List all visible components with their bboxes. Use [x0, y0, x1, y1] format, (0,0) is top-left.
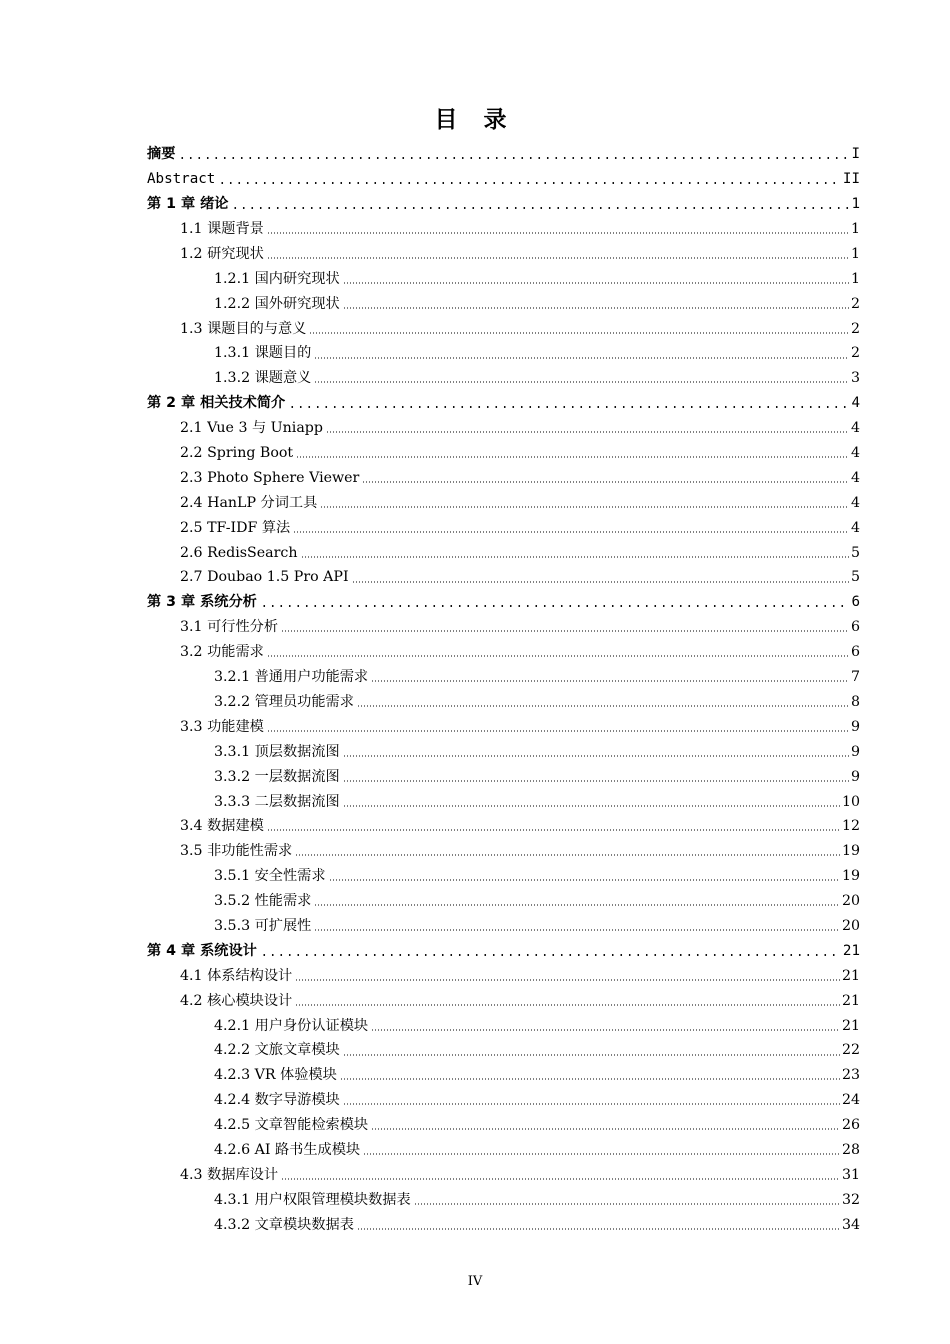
toc-leader-dots — [314, 903, 840, 907]
toc-entry[interactable] — [214, 690, 860, 715]
toc-leader-dots — [231, 206, 849, 210]
toc-entry[interactable] — [214, 764, 860, 789]
toc-entry-label: 4.2.3 VR 体验模块 — [214, 1067, 337, 1084]
toc-entry[interactable] — [214, 739, 860, 764]
toc-leader-dots — [288, 405, 849, 409]
toc-entry-label: 3.5.2 性能需求 — [214, 893, 312, 910]
toc-list — [0, 142, 950, 1237]
toc-entry[interactable] — [214, 1088, 860, 1113]
page-number: IV — [467, 1274, 483, 1289]
toc-leader-dots — [295, 978, 840, 982]
toc-entry[interactable] — [180, 640, 860, 665]
toc-leader-dots — [326, 430, 849, 434]
toc-entry[interactable] — [180, 1163, 860, 1188]
toc-entry-page: 10 — [841, 793, 860, 810]
toc-entry[interactable] — [214, 1113, 860, 1138]
toc-entry[interactable] — [180, 814, 860, 839]
toc-entry-label: 3.3.1 顶层数据流图 — [214, 743, 340, 760]
toc-entry-label: 2.6 RedisSearch — [180, 544, 298, 561]
toc-entry[interactable] — [180, 540, 860, 565]
toc-entry-label: Abstract — [147, 171, 216, 188]
toc-entry[interactable] — [180, 714, 860, 739]
toc-entry[interactable] — [214, 1212, 860, 1237]
toc-entry[interactable] — [214, 914, 860, 939]
toc-entry[interactable] — [214, 341, 860, 366]
toc-entry[interactable] — [214, 665, 860, 690]
toc-entry-page: 26 — [841, 1117, 860, 1134]
toc-entry-page: 21 — [841, 967, 860, 984]
toc-entry[interactable] — [147, 391, 860, 416]
toc-entry-label: 2.1 Vue 3 与 Uniapp — [180, 420, 323, 437]
toc-leader-dots — [267, 828, 840, 832]
toc-entry[interactable] — [180, 839, 860, 864]
toc-leader-dots — [267, 231, 849, 235]
toc-leader-dots — [343, 754, 849, 758]
toc-entry-page: 9 — [850, 768, 860, 785]
toc-leader-dots — [352, 580, 849, 584]
toc-leader-dots — [314, 928, 840, 932]
toc-leader-dots — [343, 281, 849, 285]
toc-entry-label: 3.2.1 普通用户功能需求 — [214, 669, 369, 686]
toc-entry[interactable] — [214, 889, 860, 914]
toc-entry[interactable] — [147, 590, 860, 615]
toc-entry[interactable] — [214, 1187, 860, 1212]
toc-entry-page: 12 — [841, 818, 860, 835]
toc-leader-dots — [295, 1003, 840, 1007]
toc-entry[interactable] — [214, 864, 860, 889]
toc-entry-page: 34 — [841, 1216, 860, 1233]
toc-leader-dots — [371, 679, 849, 683]
toc-leader-dots — [343, 1102, 840, 1106]
toc-entry[interactable] — [147, 192, 860, 217]
toc-entry[interactable] — [180, 242, 860, 267]
toc-leader-dots — [371, 1127, 840, 1131]
toc-entry-page: 3 — [850, 370, 860, 387]
toc-leader-dots — [178, 156, 849, 160]
toc-leader-dots — [218, 181, 841, 185]
toc-leader-dots — [296, 455, 849, 459]
toc-leader-dots — [343, 1053, 840, 1057]
toc-entry[interactable] — [180, 963, 860, 988]
toc-leader-dots — [260, 604, 850, 608]
toc-leader-dots — [362, 480, 849, 484]
toc-leader-dots — [301, 555, 849, 559]
toc-entry-page: 7 — [850, 669, 860, 686]
toc-entry-label: 2.5 TF-IDF 算法 — [180, 519, 291, 536]
toc-entry-page: 20 — [841, 893, 860, 910]
toc-entry-label: 2.3 Photo Sphere Viewer — [180, 469, 360, 486]
toc-leader-dots — [371, 1028, 840, 1032]
toc-entry-page: 9 — [850, 743, 860, 760]
toc-leader-dots — [293, 530, 849, 534]
toc-entry-page: 4 — [850, 494, 860, 511]
toc-leader-dots — [295, 853, 840, 857]
toc-leader-dots — [267, 729, 849, 733]
toc-entry[interactable] — [180, 316, 860, 341]
toc-leader-dots — [357, 704, 849, 708]
toc-entry[interactable] — [147, 142, 860, 167]
toc-entry-page: 8 — [850, 693, 860, 710]
toc-entry[interactable] — [180, 565, 860, 590]
toc-entry-page: 4 — [851, 395, 860, 412]
toc-entry-page: 21 — [842, 942, 860, 959]
toc-entry-page: 9 — [850, 718, 860, 735]
toc-entry-page: 22 — [841, 1042, 860, 1059]
toc-entry-label: 1.1 课题背景 — [180, 221, 264, 238]
toc-entry-page: 6 — [850, 619, 860, 636]
toc-entry[interactable] — [147, 167, 860, 192]
toc-entry-label: 3.4 数据建模 — [180, 818, 264, 835]
toc-leader-dots — [340, 1077, 840, 1081]
toc-leader-dots — [314, 356, 849, 360]
toc-entry[interactable] — [214, 789, 860, 814]
toc-entry[interactable] — [180, 988, 860, 1013]
toc-leader-dots — [267, 654, 849, 658]
toc-entry-label: 4.3.2 文章模块数据表 — [214, 1216, 354, 1233]
toc-entry-label: 第 2 章 相关技术简介 — [147, 395, 286, 412]
toc-entry-label: 1.3 课题目的与意义 — [180, 320, 307, 337]
toc-entry[interactable] — [214, 366, 860, 391]
toc-leader-dots — [363, 1152, 840, 1156]
toc-entry-label: 4.2.4 数字导游模块 — [214, 1092, 340, 1109]
toc-entry-page: 21 — [841, 992, 860, 1009]
toc-leader-dots — [320, 505, 849, 509]
toc-entry-page: I — [851, 146, 860, 163]
toc-entry-page: 4 — [850, 445, 860, 462]
toc-entry-label: 4.2.6 AI 路书生成模块 — [214, 1141, 361, 1158]
toc-entry-page: 19 — [841, 843, 860, 860]
toc-entry-label: 4.2.5 文章智能检索模块 — [214, 1117, 369, 1134]
toc-leader-dots — [343, 779, 849, 783]
toc-entry[interactable] — [214, 1138, 860, 1163]
toc-entry-page: 24 — [841, 1092, 860, 1109]
toc-entry-label: 4.2.1 用户身份认证模块 — [214, 1017, 369, 1034]
toc-entry-label: 3.3.2 一层数据流图 — [214, 768, 340, 785]
toc-entry[interactable] — [214, 266, 860, 291]
toc-entry-label: 1.3.1 课题目的 — [214, 345, 312, 362]
toc-entry-page: 2 — [850, 295, 860, 312]
toc-entry-page: 5 — [850, 544, 860, 561]
toc-entry-page: 6 — [851, 594, 860, 611]
toc-entry-label: 2.2 Spring Boot — [180, 445, 294, 462]
toc-leader-dots — [343, 804, 840, 808]
toc-leader-dots — [309, 331, 849, 335]
toc-entry-label: 1.3.2 课题意义 — [214, 370, 312, 387]
toc-entry-label: 3.2 功能需求 — [180, 644, 264, 661]
toc-leader-dots — [343, 306, 849, 310]
toc-entry-label: 3.1 可行性分析 — [180, 619, 279, 636]
toc-entry-page: 2 — [850, 345, 860, 362]
toc-entry-label: 第 3 章 系统分析 — [147, 594, 257, 611]
toc-entry-page: 1 — [850, 221, 860, 238]
toc-entry-label: 3.5.1 安全性需求 — [214, 868, 326, 885]
toc-entry[interactable] — [180, 466, 860, 491]
toc-entry-page: 4 — [850, 420, 860, 437]
toc-entry-page: 4 — [850, 469, 860, 486]
toc-entry-page: 2 — [850, 320, 860, 337]
toc-entry-label: 3.2.2 管理员功能需求 — [214, 693, 354, 710]
toc-entry[interactable] — [214, 1013, 860, 1038]
toc-entry-label: 4.2 核心模块设计 — [180, 992, 293, 1009]
toc-entry-label: 4.2.2 文旅文章模块 — [214, 1042, 340, 1059]
toc-entry-page: 28 — [841, 1141, 860, 1158]
toc-leader-dots — [414, 1202, 840, 1206]
toc-entry-label: 3.5 非功能性需求 — [180, 843, 293, 860]
toc-entry-label: 4.3.1 用户权限管理模块数据表 — [214, 1191, 411, 1208]
toc-leader-dots — [267, 256, 849, 260]
toc-entry-label: 2.4 HanLP 分词工具 — [180, 494, 318, 511]
toc-entry-label: 4.1 体系结构设计 — [180, 967, 293, 984]
toc-entry[interactable] — [180, 490, 860, 515]
toc-entry-label: 1.2.1 国内研究现状 — [214, 270, 340, 287]
toc-entry[interactable] — [180, 217, 860, 242]
toc-entry-page: 31 — [841, 1166, 860, 1183]
toc-entry-page: 20 — [841, 917, 860, 934]
toc-entry-label: 2.7 Doubao 1.5 Pro API — [180, 569, 349, 586]
toc-leader-dots — [357, 1227, 840, 1231]
toc-entry-page: II — [842, 171, 860, 188]
toc-entry-label: 1.2.2 国外研究现状 — [214, 295, 340, 312]
toc-entry-label: 第 4 章 系统设计 — [147, 942, 257, 959]
toc-leader-dots — [260, 953, 841, 957]
toc-entry-label: 摘要 — [147, 146, 176, 163]
toc-title: 目 录 — [434, 107, 516, 133]
toc-entry-page: 1 — [850, 270, 860, 287]
toc-entry[interactable] — [180, 515, 860, 540]
toc-entry[interactable] — [180, 441, 860, 466]
toc-leader-dots — [281, 1177, 840, 1181]
toc-entry[interactable] — [214, 1038, 860, 1063]
toc-entry-label: 3.5.3 可扩展性 — [214, 917, 312, 934]
toc-entry-page: 5 — [850, 569, 860, 586]
toc-entry-page: 6 — [850, 644, 860, 661]
toc-entry-label: 第 1 章 绪论 — [147, 196, 229, 213]
toc-entry-label: 1.2 研究现状 — [180, 245, 264, 262]
toc-entry-page: 32 — [841, 1191, 860, 1208]
toc-entry-label: 3.3 功能建模 — [180, 718, 264, 735]
toc-entry-page: 4 — [850, 519, 860, 536]
toc-entry-page: 1 — [850, 245, 860, 262]
toc-entry[interactable] — [180, 615, 860, 640]
toc-entry-page: 1 — [851, 196, 860, 213]
toc-entry[interactable] — [147, 939, 860, 964]
toc-entry[interactable] — [214, 1063, 860, 1088]
toc-entry-label: 4.3 数据库设计 — [180, 1166, 279, 1183]
toc-entry-page: 23 — [841, 1067, 860, 1084]
toc-entry[interactable] — [214, 291, 860, 316]
toc-entry-label: 3.3.3 二层数据流图 — [214, 793, 340, 810]
toc-entry-page: 19 — [841, 868, 860, 885]
toc-leader-dots — [329, 878, 840, 882]
toc-leader-dots — [314, 380, 849, 384]
toc-leader-dots — [281, 629, 849, 633]
toc-entry[interactable] — [180, 416, 860, 441]
toc-entry-page: 21 — [841, 1017, 860, 1034]
